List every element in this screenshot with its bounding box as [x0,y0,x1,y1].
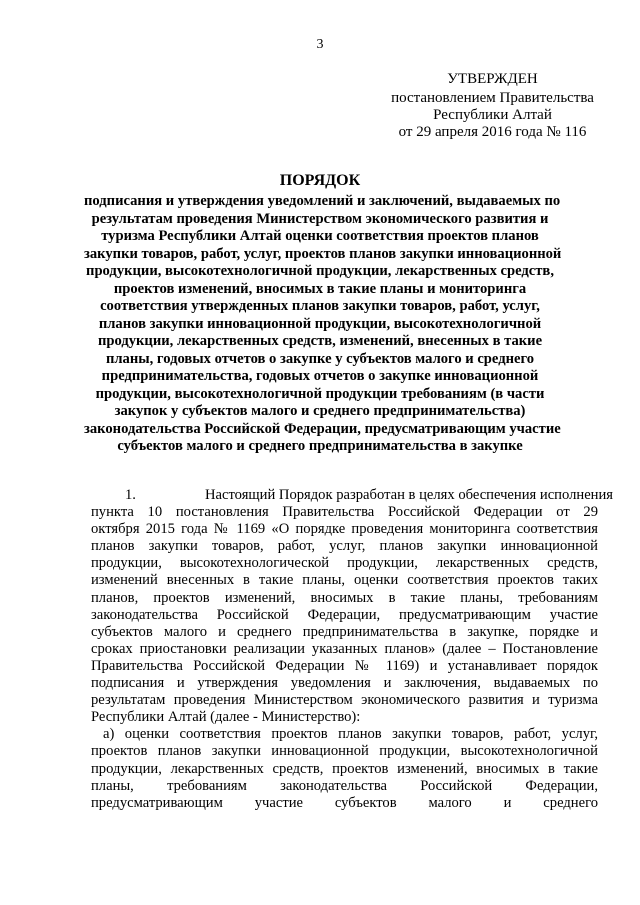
approval-line: Республики Алтай [433,107,552,123]
subtitle-line: туризма Республики Алтай оценки соответствия проектов планов [101,228,539,244]
paragraph-line: субъектов малого и среднего предпринимательства в закупке, порядке и [91,623,598,640]
subparagraph-line: проектов планов закупки инновационной продукции, высокотехнологичной [91,743,598,760]
subparagraph-line: планы, требованиям законодательства Российской Федерации, [91,777,598,794]
paragraph-line: планов закупки товаров, работ, услуг, планов закупки инновационной [91,538,598,555]
paragraph-line: подписания и утверждения уведомления и заключения, выдаваемых по [91,675,598,692]
subtitle-line: результатам проведения Министерством экономического развития и [91,210,549,227]
subtitle-line: подписания и утверждения уведомлений и заключений, выдаваемых по [84,193,561,209]
subtitle-line: продукции, лекарственных средств, изменений, внесенных в такие [97,333,543,349]
paragraph-number: 1. [125,487,136,503]
subparagraph-line: предусматривающим участие субъектов малого и среднего [91,794,598,811]
subtitle-line: закупок у субъектов малого и среднего предпринимательства) [114,403,526,419]
paragraph-line: планов, проектов изменений, вносимых в такие планы, требованиям [91,589,598,606]
subtitle-line: продукции, высокотехнологичной продукции требованиям (в части [95,385,545,402]
paragraph-line: Республики Алтай (далее - Министерство): [91,709,361,726]
subtitle-line: проектов изменений, вносимых в такие планы и мониторинга [113,280,527,297]
document-body [91,487,613,812]
subtitle-line: продукции, высокотехнологичной продукции, лекарственных средств, [86,263,554,279]
paragraph-line: пункта 10 постановления Правительства Российской Федерации от 29 [91,504,598,521]
subtitle-line: планы, годовых отчетов о закупке у субъектов малого и среднего [105,350,535,367]
approval-date-line: от 29 апреля 2016 года № 116 [398,124,587,140]
subtitle-line: законодательства Российской Федерации, предусматривающим участие [84,420,561,437]
paragraph-line: законодательства Российской Федерации, предусматривающим участие [91,606,598,623]
subparagraph-line: продукции, лекарственных средств, проектов изменений, вносимых в такие [91,760,598,777]
subtitle-line: планов закупки инновационной продукции, высокотехнологичной [98,315,542,332]
subparagraph-line: а) оценки соответствия проектов планов закупки товаров, работ, услуг, [103,726,598,743]
approval-heading: УТВЕРЖДЕН [447,71,538,87]
subtitle-line: соответствия утвержденных планов закупки товаров, работ, услуг, [100,298,540,314]
paragraph-text: Настоящий Порядок разработан в целях обеспечения исполнения [205,487,613,503]
paragraph-first-line [91,487,613,504]
document-subtitle [84,193,562,456]
paragraph-line: Правительства Российской Федерации № 1169) и устанавливает порядок [91,657,598,674]
paragraph-line: изменений внесенных в такие планы, оценки соответствия проектов таких [91,572,598,589]
paragraph-line: сроках приостановки реализации указанных планов» (далее – Постановление [91,640,598,657]
document-title: ПОРЯДОК [279,172,361,189]
paragraph-line: продукции, высокотехнологической продукции, лекарственных средств, [91,555,598,572]
paragraph-line: октября 2015 года № 1169 «О порядке проведения мониторинга соответствия [91,521,598,538]
approval-line: постановлением Правительства [391,90,594,106]
subtitle-line: субъектов малого и среднего предпринимательства в закупке [117,438,523,454]
subtitle-line: закупки товаров, работ, услуг, проектов планов закупки инновационной [84,245,562,262]
subtitle-line: предпринимательства, годовых отчетов о закупке инновационной [101,368,539,384]
paragraph-line: результатам проведения Министерством экономического развития и туризма [91,692,598,709]
page-number: 3 [316,37,324,52]
